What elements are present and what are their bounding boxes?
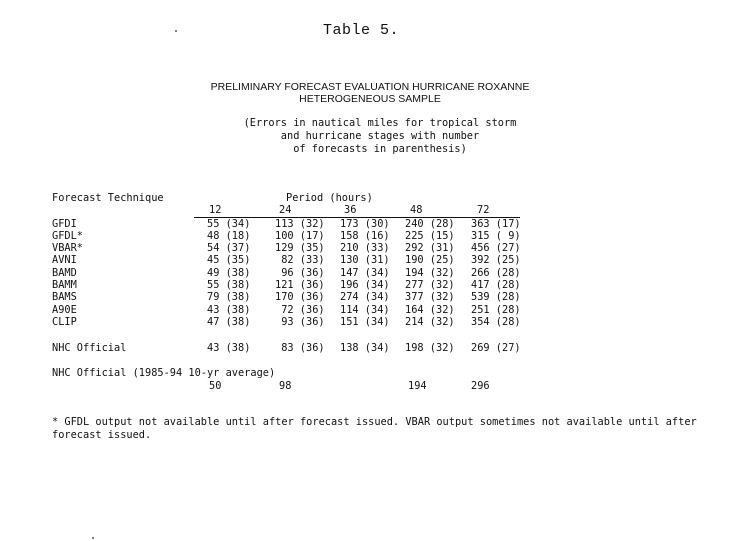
row-label: NHC Official bbox=[52, 342, 127, 354]
table-cell: 50 bbox=[209, 380, 222, 392]
period-column-72: 72 bbox=[477, 204, 490, 216]
table-cell: 164 (32) bbox=[405, 304, 455, 316]
note-line: of forecasts in parenthesis) bbox=[293, 143, 467, 155]
table-cell: 456 (27) bbox=[471, 242, 521, 254]
table-cell: 190 (25) bbox=[405, 254, 455, 266]
table-cell: 130 (31) bbox=[340, 254, 390, 266]
table-cell: 214 (32) bbox=[405, 316, 455, 328]
table-cell: 129 (35) bbox=[275, 242, 325, 254]
table-cell: 354 (28) bbox=[471, 316, 521, 328]
technique-column-header: Forecast Technique bbox=[52, 192, 164, 204]
table-cell: 173 (30) bbox=[340, 218, 390, 230]
table-heading: PRELIMINARY FORECAST EVALUATION HURRICANE ROXANNE bbox=[210, 81, 530, 93]
table-cell: 392 (25) bbox=[471, 254, 521, 266]
table-cell: 45 (35) bbox=[207, 254, 251, 266]
row-label: CLIP bbox=[52, 316, 77, 328]
table-cell: 82 (33) bbox=[275, 254, 325, 266]
table-cell: 377 (32) bbox=[405, 291, 455, 303]
table-cell: 363 (17) bbox=[471, 218, 521, 230]
row-label: AVNI bbox=[52, 254, 77, 266]
table-cell: 274 (34) bbox=[340, 291, 390, 303]
table-cell: 55 (38) bbox=[207, 279, 251, 291]
row-label: BAMS bbox=[52, 291, 77, 303]
table-cell: 83 (36) bbox=[275, 342, 325, 354]
table-cell: 147 (34) bbox=[340, 267, 390, 279]
table-notes bbox=[200, 117, 560, 156]
table-cell: 194 (32) bbox=[405, 267, 455, 279]
table-cell: 49 (38) bbox=[207, 267, 251, 279]
table-cell: 210 (33) bbox=[340, 242, 390, 254]
table-cell: 98 bbox=[279, 380, 292, 392]
table-cell: 121 (36) bbox=[275, 279, 325, 291]
table-cell: 48 (18) bbox=[207, 230, 251, 242]
table-cell: 539 (28) bbox=[471, 291, 521, 303]
table-cell: 225 (15) bbox=[405, 230, 455, 242]
table-cell: 151 (34) bbox=[340, 316, 390, 328]
table-cell: 43 (38) bbox=[207, 304, 251, 316]
row-label: GFDL* bbox=[52, 230, 83, 242]
table-cell: 55 (34) bbox=[207, 218, 251, 230]
table-cell: 292 (31) bbox=[405, 242, 455, 254]
table-cell: 296 bbox=[471, 380, 490, 392]
table-cell: 198 (32) bbox=[405, 342, 455, 354]
table-cell: 196 (34) bbox=[340, 279, 390, 291]
note-line: (Errors in nautical miles for tropical storm bbox=[243, 117, 517, 129]
table-cell: 158 (16) bbox=[340, 230, 390, 242]
period-column-36: 36 bbox=[344, 204, 357, 216]
table-cell: 138 (34) bbox=[340, 342, 390, 354]
period-column-12: 12 bbox=[209, 204, 222, 216]
table-cell: 417 (28) bbox=[471, 279, 521, 291]
table-cell: 113 (32) bbox=[275, 218, 325, 230]
table-cell: 277 (32) bbox=[405, 279, 455, 291]
row-label: A90E bbox=[52, 304, 77, 316]
table-cell: 100 (17) bbox=[275, 230, 325, 242]
table-cell: 240 (28) bbox=[405, 218, 455, 230]
table-cell: 251 (28) bbox=[471, 304, 521, 316]
table-cell: 54 (37) bbox=[207, 242, 251, 254]
row-label: VBAR* bbox=[52, 242, 83, 254]
row-label: GFDI bbox=[52, 218, 77, 230]
table-cell: 269 (27) bbox=[471, 342, 521, 354]
footnote: * GFDL output not available until after forecast issued. VBAR output sometimes not available until after forecast issued. bbox=[52, 416, 697, 441]
table-cell: 93 (36) bbox=[275, 316, 325, 328]
row-label: BAMD bbox=[52, 267, 77, 279]
table-cell: 315 ( 9) bbox=[471, 230, 521, 242]
table-cell: 79 (38) bbox=[207, 291, 251, 303]
page-title: Table 5. bbox=[322, 22, 399, 39]
period-column-48: 48 bbox=[410, 204, 423, 216]
table-cell: 114 (34) bbox=[340, 304, 390, 316]
table-cell: 96 (36) bbox=[275, 267, 325, 279]
table-subheading: HETEROGENEOUS SAMPLE bbox=[299, 93, 441, 105]
scan-speck bbox=[92, 537, 94, 539]
table-cell: 266 (28) bbox=[471, 267, 521, 279]
row-label: BAMM bbox=[52, 279, 77, 291]
table-cell: 194 bbox=[408, 380, 427, 392]
period-column-24: 24 bbox=[279, 204, 292, 216]
table-cell: 47 (38) bbox=[207, 316, 251, 328]
row-label: NHC Official (1985-94 10-yr average) bbox=[52, 367, 276, 379]
scan-speck bbox=[175, 30, 177, 32]
table-cell: 72 (36) bbox=[275, 304, 325, 316]
table-cell: 43 (38) bbox=[207, 342, 251, 354]
table-cell: 170 (36) bbox=[275, 291, 325, 303]
note-line: and hurricane stages with number bbox=[280, 130, 480, 142]
period-header: Period (hours) bbox=[286, 192, 373, 204]
